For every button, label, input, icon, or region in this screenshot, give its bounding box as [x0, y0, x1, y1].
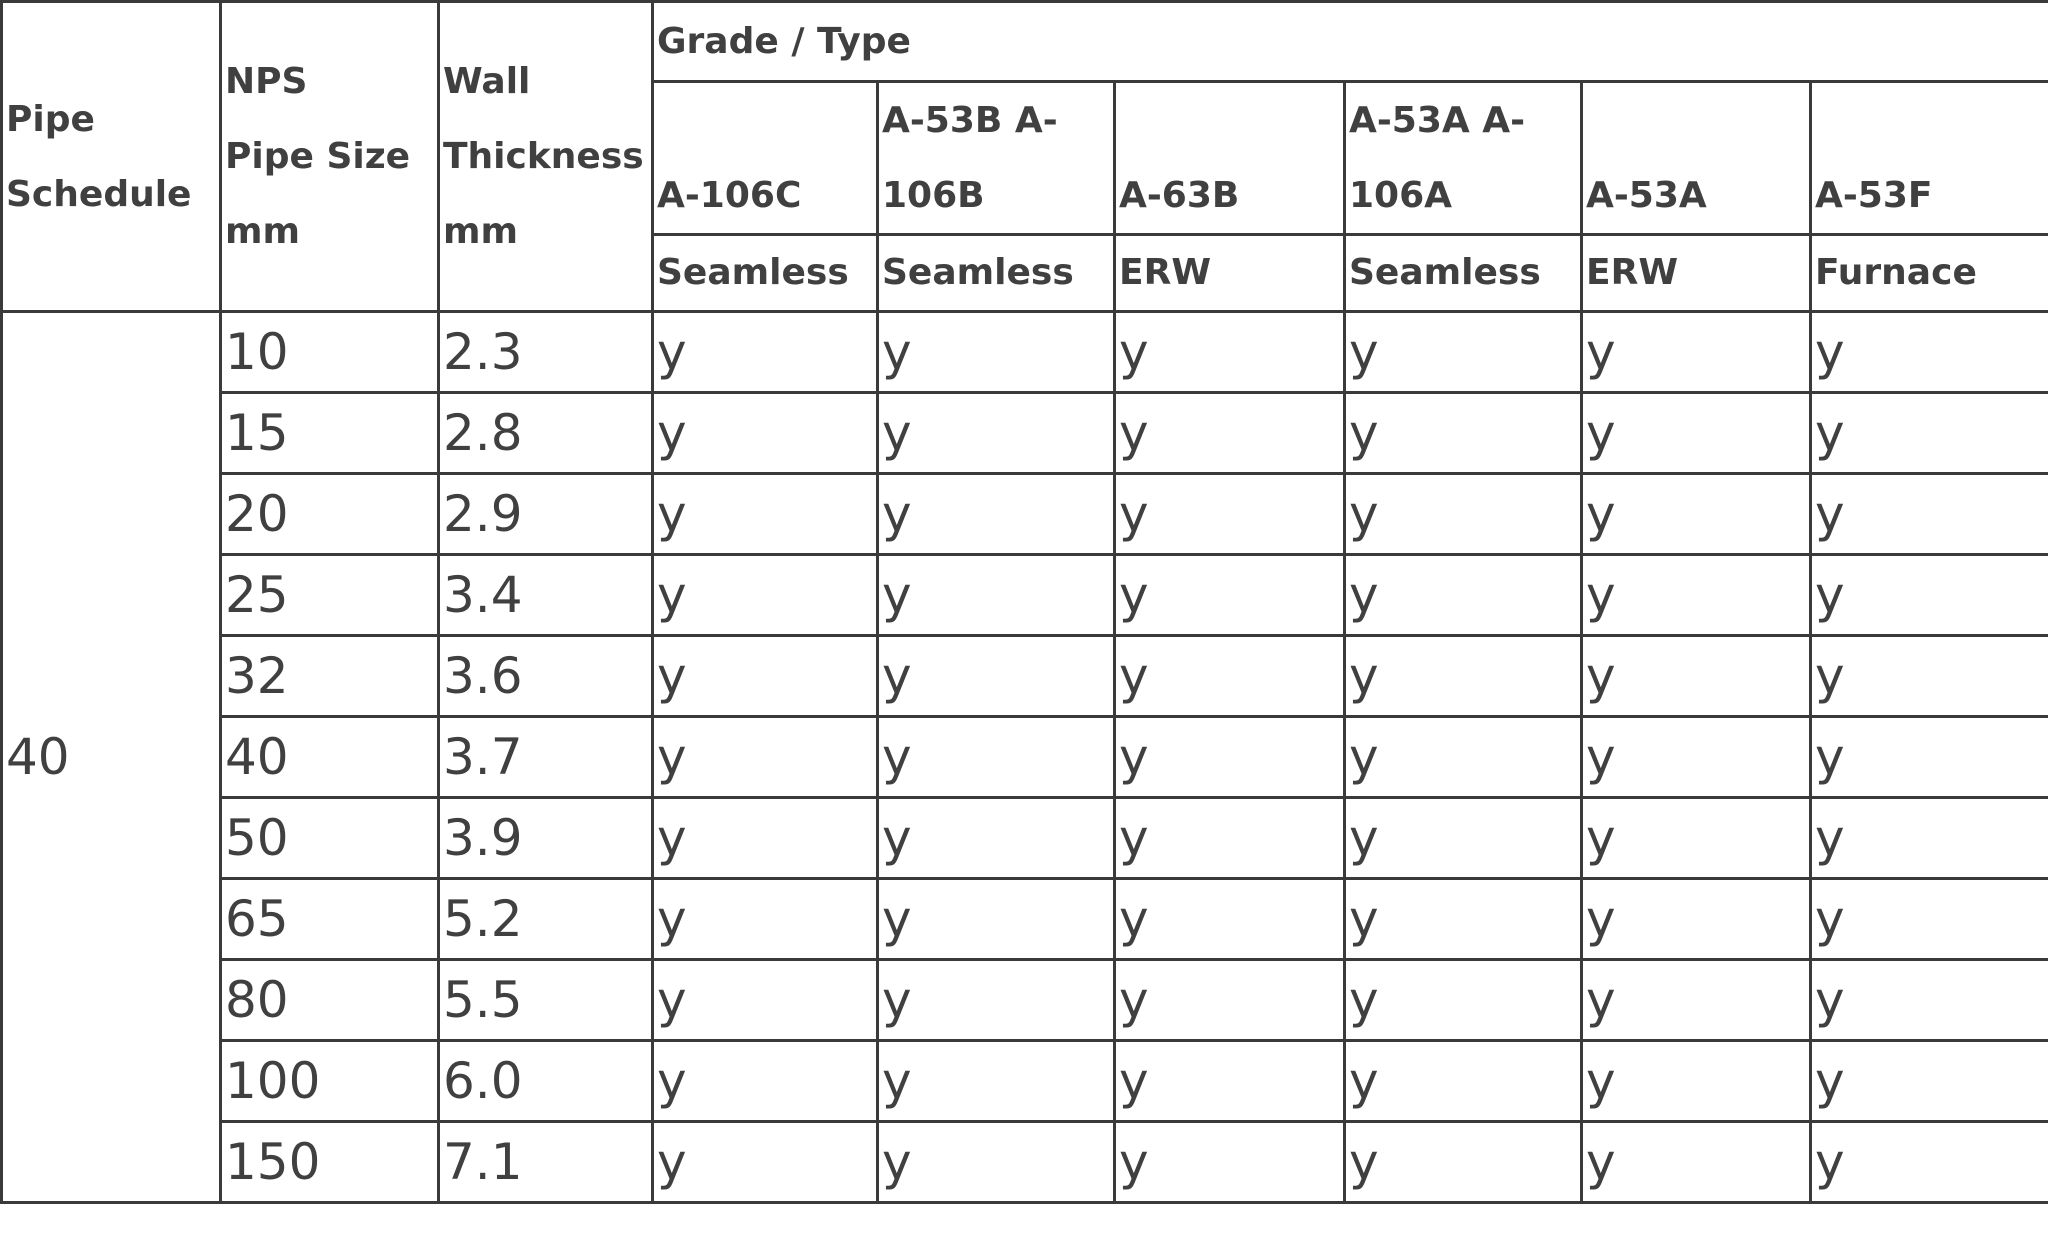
grade-availability-cell: y [1582, 312, 1811, 393]
table-row [2, 555, 2048, 636]
grade-name-line: A-53A A- [1349, 100, 1526, 141]
grade-availability-cell: y [1345, 636, 1582, 717]
table-row [2, 879, 2048, 960]
nps-cell: 150 [221, 1122, 439, 1203]
wall-thickness-cell: 2.9 [439, 474, 653, 555]
table-body [2, 312, 2048, 1203]
nps-cell: 10 [221, 312, 439, 393]
nps-cell: 80 [221, 960, 439, 1041]
wall-thickness-cell: 3.7 [439, 717, 653, 798]
grade-availability-cell: y [878, 798, 1115, 879]
grade-availability-cell: y [1811, 474, 2048, 555]
wall-thickness-cell: 7.1 [439, 1122, 653, 1203]
grade-availability-cell: y [1345, 798, 1582, 879]
grade-type-header: ERW [1582, 235, 1811, 312]
nps-cell: 15 [221, 393, 439, 474]
grade-availability-cell: y [1811, 879, 2048, 960]
table-header [2, 2, 2048, 312]
grade-name-header [1115, 82, 1345, 235]
grade-availability-cell: y [653, 312, 878, 393]
grade-availability-cell: y [653, 636, 878, 717]
grade-availability-cell: y [1115, 798, 1345, 879]
grade-availability-cell: y [1115, 393, 1345, 474]
grade-availability-cell: y [1582, 717, 1811, 798]
grade-availability-cell: y [1115, 960, 1345, 1041]
grade-availability-cell: y [878, 960, 1115, 1041]
grade-availability-cell: y [1345, 312, 1582, 393]
grade-availability-cell: y [878, 474, 1115, 555]
wall-thickness-cell: 3.4 [439, 555, 653, 636]
grade-availability-cell: y [653, 717, 878, 798]
table-row [2, 636, 2048, 717]
grade-availability-cell: y [878, 555, 1115, 636]
grade-type-header: Seamless [878, 235, 1115, 312]
grade-availability-cell: y [1811, 717, 2048, 798]
header-line: mm [225, 211, 301, 252]
header-line: NPS [225, 61, 308, 102]
grade-availability-cell: y [1582, 1041, 1811, 1122]
grade-type-header: Seamless [1345, 235, 1582, 312]
table-row [2, 1122, 2048, 1203]
grade-availability-cell: y [1582, 393, 1811, 474]
grade-availability-cell: y [1345, 474, 1582, 555]
grade-availability-cell: y [1115, 717, 1345, 798]
grade-availability-cell: y [1345, 960, 1582, 1041]
grade-availability-cell: y [1115, 312, 1345, 393]
wall-thickness-cell: 2.3 [439, 312, 653, 393]
table-row [2, 717, 2048, 798]
grade-availability-cell: y [1582, 1122, 1811, 1203]
grade-availability-cell: y [878, 879, 1115, 960]
grade-availability-cell: y [1582, 879, 1811, 960]
header-line: Pipe Size [225, 136, 411, 177]
table-row [2, 1041, 2048, 1122]
grade-availability-cell: y [1345, 393, 1582, 474]
grade-name-header [1345, 82, 1582, 235]
grade-name-line: A-53B A- [882, 100, 1058, 141]
grade-availability-cell: y [653, 1041, 878, 1122]
wall-thickness-cell: 5.2 [439, 879, 653, 960]
grade-type-header: Furnace [1811, 235, 2048, 312]
header-line: Pipe [6, 98, 95, 140]
grade-availability-cell: y [1582, 555, 1811, 636]
header-line: Schedule [6, 173, 192, 215]
grade-name-line: 106B [882, 175, 985, 216]
grade-availability-cell: y [653, 393, 878, 474]
header-line: mm [443, 211, 519, 252]
grade-name-line: A-63B [1119, 175, 1240, 216]
grade-name-line: A-106C [657, 175, 802, 216]
grade-availability-cell: y [878, 1041, 1115, 1122]
nps-cell: 20 [221, 474, 439, 555]
header-wall-thickness [439, 2, 653, 312]
grade-availability-cell: y [1582, 798, 1811, 879]
table-row [2, 960, 2048, 1041]
wall-thickness-cell: 3.9 [439, 798, 653, 879]
grade-type-header: ERW [1115, 235, 1345, 312]
grade-availability-cell: y [1811, 1041, 2048, 1122]
grade-availability-cell: y [1582, 636, 1811, 717]
grade-name-line: A-53F [1815, 175, 1933, 216]
grade-availability-cell: y [1582, 474, 1811, 555]
grade-type-header: Seamless [653, 235, 878, 312]
grade-availability-cell: y [1345, 717, 1582, 798]
grade-availability-cell: y [878, 1122, 1115, 1203]
header-line: Wall [443, 61, 531, 102]
grade-availability-cell: y [1345, 1122, 1582, 1203]
grade-name-header [653, 82, 878, 235]
grade-availability-cell: y [878, 312, 1115, 393]
grade-name-header [1582, 82, 1811, 235]
grade-availability-cell: y [653, 555, 878, 636]
grade-availability-cell: y [1115, 879, 1345, 960]
grade-name-line: 106A [1349, 175, 1453, 216]
grade-name-line: A-53A [1586, 175, 1707, 216]
nps-cell: 65 [221, 879, 439, 960]
grade-availability-cell: y [653, 474, 878, 555]
table-row [2, 312, 2048, 393]
grade-availability-cell: y [653, 798, 878, 879]
grade-name-header [1811, 82, 2048, 235]
header-grade-type: Grade / Type [653, 2, 2048, 82]
grade-name-header [878, 82, 1115, 235]
grade-availability-cell: y [1811, 393, 2048, 474]
grade-availability-cell: y [653, 960, 878, 1041]
grade-availability-cell: y [1115, 474, 1345, 555]
wall-thickness-cell: 3.6 [439, 636, 653, 717]
nps-cell: 50 [221, 798, 439, 879]
wall-thickness-cell: 2.8 [439, 393, 653, 474]
table-row [2, 393, 2048, 474]
grade-availability-cell: y [1811, 312, 2048, 393]
grade-availability-cell: y [1811, 636, 2048, 717]
header-line: Thickness [443, 136, 644, 177]
schedule-cell: 40 [2, 312, 221, 1203]
wall-thickness-cell: 6.0 [439, 1041, 653, 1122]
wall-thickness-cell: 5.5 [439, 960, 653, 1041]
grade-availability-cell: y [878, 717, 1115, 798]
grade-availability-cell: y [1345, 555, 1582, 636]
grade-availability-cell: y [1811, 798, 2048, 879]
grade-availability-cell: y [653, 1122, 878, 1203]
grade-availability-cell: y [878, 636, 1115, 717]
nps-cell: 25 [221, 555, 439, 636]
nps-cell: 100 [221, 1041, 439, 1122]
table-row [2, 474, 2048, 555]
grade-availability-cell: y [1345, 879, 1582, 960]
grade-availability-cell: y [1811, 1122, 2048, 1203]
nps-cell: 40 [221, 717, 439, 798]
grade-availability-cell: y [1811, 555, 2048, 636]
header-nps-pipe-size [221, 2, 439, 312]
grade-availability-cell: y [1115, 1122, 1345, 1203]
grade-availability-cell: y [1582, 960, 1811, 1041]
grade-availability-cell: y [1115, 555, 1345, 636]
grade-availability-cell: y [1811, 960, 2048, 1041]
grade-availability-cell: y [653, 879, 878, 960]
nps-cell: 32 [221, 636, 439, 717]
header-pipe-schedule [2, 2, 221, 312]
grade-availability-cell: y [1115, 1041, 1345, 1122]
table-row [2, 798, 2048, 879]
grade-availability-cell: y [1115, 636, 1345, 717]
grade-availability-cell: y [878, 393, 1115, 474]
grade-availability-cell: y [1345, 1041, 1582, 1122]
